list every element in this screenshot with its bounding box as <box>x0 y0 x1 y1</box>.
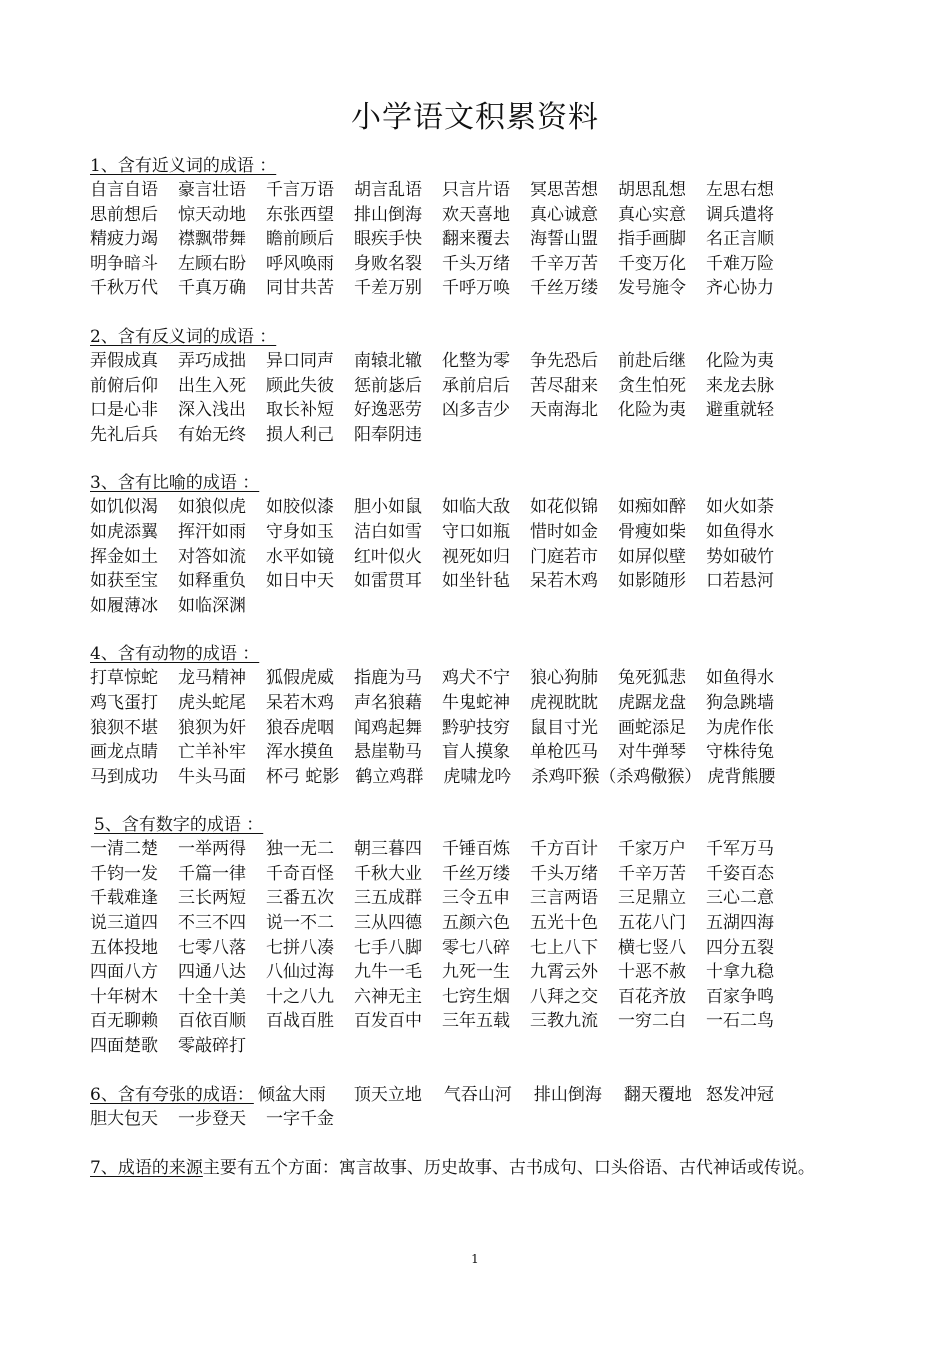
idiom-row <box>90 936 890 961</box>
idiom: 视死如归 <box>442 546 510 567</box>
idiom: 五体投地 <box>90 937 158 958</box>
idiom: 一字千金 <box>266 1109 334 1130</box>
idiom: 四通八达 <box>178 962 246 983</box>
idiom-row <box>90 862 890 887</box>
idiom: 八仙过海 <box>266 962 334 983</box>
idiom: 一穷二白 <box>618 1011 686 1032</box>
idiom: 洁白如雪 <box>354 521 422 542</box>
idiom: 挥汗如雨 <box>178 521 246 542</box>
idiom: 千真万确 <box>178 278 246 299</box>
idiom-row <box>90 1034 890 1059</box>
idiom: 对答如流 <box>178 546 246 567</box>
idiom: 声名狼藉 <box>354 692 422 713</box>
idiom: 一步登天 <box>178 1109 246 1130</box>
idiom: 鼠目寸光 <box>530 717 598 738</box>
idiom: 来龙去脉 <box>706 375 774 396</box>
idiom: 黔驴技穷 <box>442 717 510 738</box>
idiom: 狼狈为奸 <box>178 717 246 738</box>
idiom: 贪生怕死 <box>618 375 686 396</box>
idiom: 口是心非 <box>90 400 158 421</box>
idiom: 千载难逢 <box>90 888 158 909</box>
idiom: 豪言壮语 <box>178 180 246 200</box>
idiom-row <box>90 178 890 203</box>
idiom: 深入浅出 <box>178 400 246 421</box>
idiom: 左顾右盼 <box>178 253 246 274</box>
idiom-row <box>90 837 890 862</box>
idiom: 惊天动地 <box>178 204 246 225</box>
idiom: 千头万绪 <box>530 863 598 884</box>
idiom: 三言两语 <box>530 888 598 909</box>
idiom: 好逸恶劳 <box>354 400 422 421</box>
idiom: 狗急跳墙 <box>706 692 774 713</box>
idiom: 倾盆大雨 <box>257 1084 326 1105</box>
idiom: 真心诚意 <box>530 204 598 225</box>
idiom: 化险为夷 <box>618 400 686 421</box>
idiom: 惜时如金 <box>530 521 598 542</box>
idiom: 杯弓 蛇影 <box>266 766 340 787</box>
idiom: 千丝万缕 <box>530 278 598 299</box>
idiom: 避重就轻 <box>706 400 774 421</box>
idiom: 胆大包天 <box>90 1109 158 1130</box>
idiom-row <box>90 594 890 619</box>
idiom: 胡言乱语 <box>354 180 422 200</box>
idiom-row <box>90 398 890 423</box>
idiom: 虎啸龙吟 <box>443 766 512 787</box>
idiom: 千方百计 <box>530 839 598 860</box>
idiom: 千家万户 <box>618 839 686 860</box>
idiom: 眼疾手快 <box>354 229 422 250</box>
idiom: 牛鬼蛇神 <box>442 692 510 713</box>
idiom: 只言片语 <box>442 180 510 200</box>
idiom: 四分五裂 <box>706 937 774 958</box>
section-heading: 7、成语的来源 <box>90 1157 203 1178</box>
idiom: 狐假虎威 <box>266 668 334 689</box>
idiom: 杀鸡吓猴（杀鸡儆猴） <box>531 766 702 787</box>
idiom-row <box>90 252 890 277</box>
idiom: 悬崖勒马 <box>354 742 422 763</box>
idiom-row <box>90 227 890 252</box>
idiom: 浑水摸鱼 <box>266 742 334 763</box>
idiom: 指鹿为马 <box>354 668 422 689</box>
idiom: 身败名裂 <box>354 253 422 274</box>
idiom: 呼风唤雨 <box>266 253 334 274</box>
idiom: 零七八碎 <box>442 937 510 958</box>
idiom: 有始无终 <box>178 424 246 445</box>
idiom: 化整为零 <box>442 350 510 371</box>
idiom: 千辛万苦 <box>618 863 686 884</box>
idiom: 三足鼎立 <box>618 888 686 909</box>
idiom: 水平如镜 <box>266 546 334 567</box>
idiom: 虎背熊腰 <box>707 766 776 787</box>
idiom: 七窍生烟 <box>442 986 510 1007</box>
idiom: 如胶似漆 <box>266 497 334 518</box>
idiom: 如雷贯耳 <box>354 571 422 592</box>
idiom: 红叶似火 <box>354 546 422 567</box>
idiom: 牛头马面 <box>178 766 246 787</box>
idiom: 三番五次 <box>266 888 334 909</box>
idiom: 千姿百态 <box>706 863 774 884</box>
idiom-row <box>90 1009 890 1034</box>
section-antonyms <box>90 325 890 447</box>
idiom: 虎踞龙盘 <box>618 692 686 713</box>
idiom: 狼狈不堪 <box>90 717 158 738</box>
idiom: 虎视眈眈 <box>530 692 598 713</box>
idiom-row <box>90 423 890 448</box>
idiom: 如日中天 <box>266 571 334 592</box>
idiom: 呆若木鸡 <box>266 692 334 713</box>
idiom: 弄巧成拙 <box>178 350 246 371</box>
idiom: 一石二鸟 <box>706 1011 774 1032</box>
idiom-row <box>90 276 890 301</box>
idiom: 挥金如土 <box>90 546 158 567</box>
idiom: 损人利己 <box>266 424 334 445</box>
idiom: 九牛一毛 <box>354 962 422 983</box>
idiom: 五光十色 <box>530 913 598 934</box>
idiom: 千篇一律 <box>178 863 246 884</box>
idiom: 五花八门 <box>618 913 686 934</box>
idiom: 明争暗斗 <box>90 253 158 274</box>
idiom-row <box>90 691 890 716</box>
idiom: 异口同声 <box>266 350 334 371</box>
idiom: 四面八方 <box>90 962 158 983</box>
idiom: 横七竖八 <box>618 937 686 958</box>
origins-text: 主要有五个方面：寓言故事、历史故事、古书成句、口头俗语、古代神话或传说。 <box>202 1157 815 1178</box>
idiom-row <box>90 569 890 594</box>
section-heading: 4、含有动物的成语 ： <box>90 644 260 665</box>
idiom: 千秋大业 <box>354 863 422 884</box>
idiom: 虎头蛇尾 <box>178 692 246 713</box>
idiom: 门庭若市 <box>530 546 598 567</box>
idiom: 千军万马 <box>706 839 774 860</box>
idiom: 画龙点睛 <box>90 742 158 763</box>
idiom: 说一不二 <box>266 913 334 934</box>
idiom-row <box>90 545 890 570</box>
page-title: 小学语文积累资料 <box>351 100 599 135</box>
idiom-row <box>90 374 890 399</box>
idiom: 十恶不赦 <box>618 962 686 983</box>
idiom: 如坐针毡 <box>442 571 510 592</box>
idiom-row-inline <box>90 1083 890 1108</box>
idiom-row <box>90 520 890 545</box>
idiom: 亡羊补牢 <box>178 742 246 763</box>
idiom: 鸡飞蛋打 <box>90 692 158 713</box>
idiom: 五颜六色 <box>442 913 510 934</box>
idiom: 冥思苦想 <box>530 180 598 200</box>
idiom: 三五成群 <box>354 888 422 909</box>
idiom: 三心二意 <box>706 888 774 909</box>
idiom: 九霄云外 <box>530 962 598 983</box>
idiom: 前俯后仰 <box>90 375 158 396</box>
section-heading: 5、含有数字的成语 ： <box>94 815 264 836</box>
idiom: 取长补短 <box>266 400 334 421</box>
idiom: 三年五载 <box>442 1011 510 1032</box>
idiom: 怒发冲冠 <box>705 1084 774 1105</box>
idiom: 南辕北辙 <box>354 350 422 371</box>
idiom-row <box>90 911 890 936</box>
idiom: 百发百中 <box>354 1011 422 1032</box>
section-origins <box>90 1156 890 1181</box>
idiom: 一举两得 <box>178 839 246 860</box>
idiom: 千丝万缕 <box>442 863 510 884</box>
idiom: 左思右想 <box>706 180 774 200</box>
idiom: 天南海北 <box>530 400 598 421</box>
document-body <box>90 154 890 1204</box>
idiom: 精疲力竭 <box>90 229 158 250</box>
idiom: 一清二楚 <box>90 839 158 860</box>
idiom: 顶天立地 <box>353 1084 422 1105</box>
idiom: 翻来覆去 <box>442 229 510 250</box>
idiom: 如花似锦 <box>530 497 598 518</box>
idiom: 如屏似壁 <box>618 546 686 567</box>
idiom: 八拜之交 <box>530 986 598 1007</box>
idiom-row <box>90 886 890 911</box>
idiom: 如痴如醉 <box>618 497 686 518</box>
page-number: 1 <box>471 1252 479 1266</box>
idiom: 海誓山盟 <box>530 229 598 250</box>
idiom: 出生入死 <box>178 375 246 396</box>
idiom: 自言自语 <box>90 180 158 200</box>
idiom: 六神无主 <box>354 986 422 1007</box>
idiom: 百家争鸣 <box>706 986 774 1007</box>
idiom: 狼吞虎咽 <box>266 717 334 738</box>
idiom: 兔死狐悲 <box>618 668 686 689</box>
idiom-row <box>90 1107 890 1132</box>
idiom: 胡思乱想 <box>618 180 686 200</box>
idiom: 对牛弹琴 <box>618 742 686 763</box>
idiom: 千锤百炼 <box>442 839 510 860</box>
idiom: 惩前毖后 <box>354 375 422 396</box>
idiom: 为虎作伥 <box>706 717 774 738</box>
idiom: 九死一生 <box>442 962 510 983</box>
idiom: 守株待兔 <box>706 742 774 763</box>
section-heading: 6、含有夸张的成语： <box>90 1084 254 1105</box>
idiom: 画蛇添足 <box>618 717 686 738</box>
idiom: 百战百胜 <box>266 1011 334 1032</box>
idiom: 说三道四 <box>90 913 158 934</box>
idiom: 打草惊蛇 <box>90 668 158 689</box>
idiom: 如鱼得水 <box>706 668 774 689</box>
idiom-row <box>90 666 890 691</box>
section-metaphors <box>90 471 890 618</box>
idiom: 三长两短 <box>178 888 246 909</box>
idiom: 闻鸡起舞 <box>354 717 422 738</box>
idiom: 前赴后继 <box>618 350 686 371</box>
idiom: 先礼后兵 <box>90 424 158 445</box>
idiom: 势如破竹 <box>706 546 774 567</box>
idiom: 百花齐放 <box>618 986 686 1007</box>
idiom: 零敲碎打 <box>178 1036 246 1057</box>
idiom: 翻天覆地 <box>623 1084 692 1105</box>
idiom: 十拿九稳 <box>706 962 774 983</box>
idiom: 三教九流 <box>530 1011 598 1032</box>
idiom: 思前想后 <box>90 204 158 225</box>
idiom: 五湖四海 <box>706 913 774 934</box>
idiom: 龙马精神 <box>178 668 246 689</box>
idiom: 气吞山河 <box>443 1084 512 1105</box>
idiom: 苦尽甜来 <box>530 375 598 396</box>
section-exaggeration <box>90 1083 890 1132</box>
idiom-row-irregular <box>90 765 890 790</box>
idiom: 守身如玉 <box>266 521 334 542</box>
idiom: 排山倒海 <box>354 204 422 225</box>
idiom: 四面楚歌 <box>90 1036 158 1057</box>
idiom: 马到成功 <box>90 766 158 787</box>
section-numbers <box>90 813 890 1058</box>
idiom: 千变万化 <box>618 253 686 274</box>
idiom: 千奇百怪 <box>266 863 334 884</box>
idiom: 如狼似虎 <box>178 497 246 518</box>
idiom: 如释重负 <box>178 571 246 592</box>
idiom: 七手八脚 <box>354 937 422 958</box>
idiom: 千头万绪 <box>442 253 510 274</box>
idiom: 如临大敌 <box>442 497 510 518</box>
idiom: 真心实意 <box>618 204 686 225</box>
idiom: 不三不四 <box>178 913 246 934</box>
idiom: 排山倒海 <box>533 1084 602 1105</box>
section-heading: 3、含有比喻的成语 ： <box>90 473 260 494</box>
idiom: 阳奉阴违 <box>354 424 422 445</box>
idiom: 三令五申 <box>442 888 510 909</box>
idiom: 如饥似渴 <box>90 497 158 518</box>
idiom: 鸡犬不宁 <box>442 668 510 689</box>
idiom: 七拼八凑 <box>266 937 334 958</box>
idiom: 三从四德 <box>354 913 422 934</box>
idiom: 百无聊赖 <box>90 1011 158 1032</box>
idiom-row <box>90 960 890 985</box>
idiom: 狼心狗肺 <box>530 668 598 689</box>
idiom: 七上八下 <box>530 937 598 958</box>
idiom: 指手画脚 <box>618 229 686 250</box>
idiom-row <box>90 495 890 520</box>
idiom: 如鱼得水 <box>706 521 774 542</box>
idiom-row <box>90 716 890 741</box>
idiom: 如履薄冰 <box>90 595 158 616</box>
idiom: 化险为夷 <box>706 350 774 371</box>
idiom: 如火如荼 <box>706 497 774 518</box>
idiom: 百依百顺 <box>178 1011 246 1032</box>
section-heading: 2、含有反义词的成语 ： <box>90 326 277 347</box>
idiom: 千差万别 <box>354 278 422 299</box>
idiom: 承前启后 <box>442 375 510 396</box>
idiom-row <box>90 740 890 765</box>
idiom: 单枪匹马 <box>530 742 598 763</box>
idiom: 鹤立鸡群 <box>355 766 424 787</box>
idiom: 名正言顺 <box>706 229 774 250</box>
idiom: 齐心协力 <box>706 278 774 299</box>
idiom-row <box>90 985 890 1010</box>
idiom: 顾此失彼 <box>266 375 334 396</box>
idiom: 千辛万苦 <box>530 253 598 274</box>
idiom: 独一无二 <box>266 839 334 860</box>
idiom: 凶多吉少 <box>442 400 510 421</box>
idiom: 襟飘带舞 <box>178 229 246 250</box>
idiom: 如临深渊 <box>178 595 246 616</box>
idiom: 口若悬河 <box>706 571 774 592</box>
idiom: 争先恐后 <box>530 350 598 371</box>
idiom: 十全十美 <box>178 986 246 1007</box>
idiom: 守口如瓶 <box>442 521 510 542</box>
idiom: 欢天喜地 <box>442 204 510 225</box>
idiom: 东张西望 <box>266 204 334 225</box>
idiom: 调兵遣将 <box>706 204 774 225</box>
idiom-row <box>90 349 890 374</box>
idiom: 发号施令 <box>618 278 686 299</box>
idiom: 呆若木鸡 <box>530 571 598 592</box>
idiom: 瞻前顾后 <box>266 229 334 250</box>
idiom: 胆小如鼠 <box>354 497 422 518</box>
idiom: 千呼万唤 <box>442 278 510 299</box>
idiom: 如获至宝 <box>90 571 158 592</box>
idiom: 骨瘦如柴 <box>618 521 686 542</box>
idiom-row <box>90 203 890 228</box>
section-synonyms <box>90 154 890 301</box>
idiom: 朝三暮四 <box>354 839 422 860</box>
idiom: 如虎添翼 <box>90 521 158 542</box>
idiom: 千言万语 <box>266 180 334 200</box>
section-animals <box>90 642 890 789</box>
idiom: 千秋万代 <box>90 278 158 299</box>
section-heading: 1、含有近义词的成语 ： <box>90 156 277 176</box>
idiom: 千钧一发 <box>90 863 158 884</box>
idiom: 千难万险 <box>706 253 774 274</box>
idiom: 弄假成真 <box>90 350 158 371</box>
idiom: 盲人摸象 <box>442 742 510 763</box>
idiom: 如影随形 <box>618 571 686 592</box>
idiom: 七零八落 <box>178 937 246 958</box>
idiom: 十年树木 <box>90 986 158 1007</box>
idiom: 同甘共苦 <box>266 278 334 299</box>
idiom: 十之八九 <box>266 986 334 1007</box>
